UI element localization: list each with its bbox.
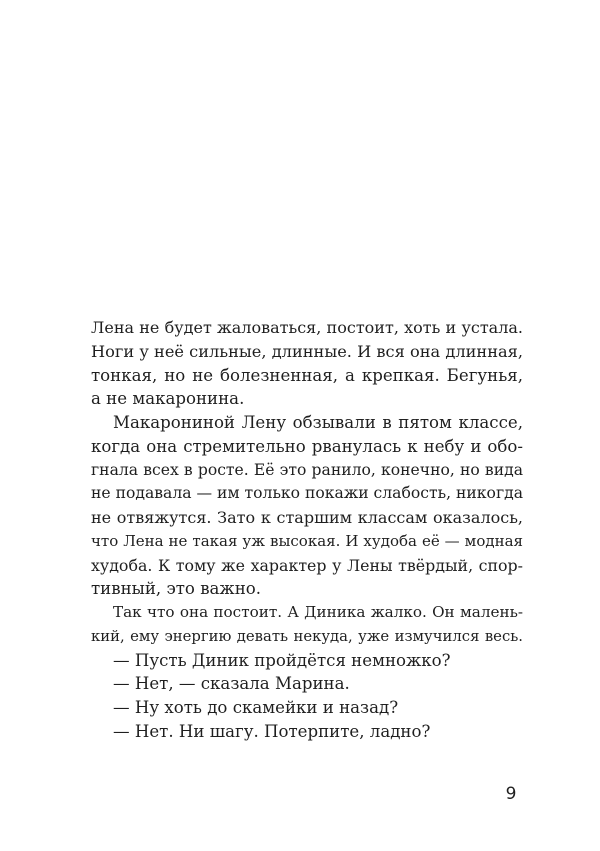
dialogue-line: — Пусть Диник пройдётся немножко? (113, 650, 451, 670)
text-line: не отвяжутся. Зато к старшим классам оказалось, (91, 508, 523, 527)
dialogue-line: — Нет, — сказала Марина. (113, 674, 350, 694)
text-line: гнала всех в росте. Её это ранило, конечно, но вида (91, 460, 523, 479)
text-line: Лена не будет жаловаться, постоит, хоть и устала. (91, 318, 523, 337)
dialogue-line: — Нет. Ни шагу. Потерпите, ладно? (113, 721, 431, 741)
text-line: что Лена не такая уж высокая. И худоба её — модная (91, 531, 523, 550)
text-line: Ноги у неё сильные, длинные. И вся она длинная, (91, 341, 523, 361)
text-line: худоба. К тому же характер у Лены твёрдый, спор- (91, 555, 523, 575)
dialogue-line: — Ну хоть до скамейки и назад? (113, 698, 399, 717)
page-number: 9 (505, 784, 517, 804)
text-line: тонкая, но не болезненная, а крепкая. Бегунья, (91, 365, 523, 385)
text-line: Так что она постоит. А Диника жалко. Он малень- (113, 603, 523, 621)
text-line: Макарониной Лену обзывали в пятом классе, (113, 413, 523, 432)
text-line: когда она стремительно рванулась к небу и обо- (91, 436, 523, 456)
text-line: тивный, это важно. (91, 579, 262, 599)
text-line: кий, ему энергию девать некуда, уже измучился весь. (91, 627, 523, 645)
body-text (91, 316, 523, 744)
text-line: не подавала — им только покажи слабость, никогда (91, 484, 524, 503)
text-line: а не макаронина. (91, 389, 245, 409)
